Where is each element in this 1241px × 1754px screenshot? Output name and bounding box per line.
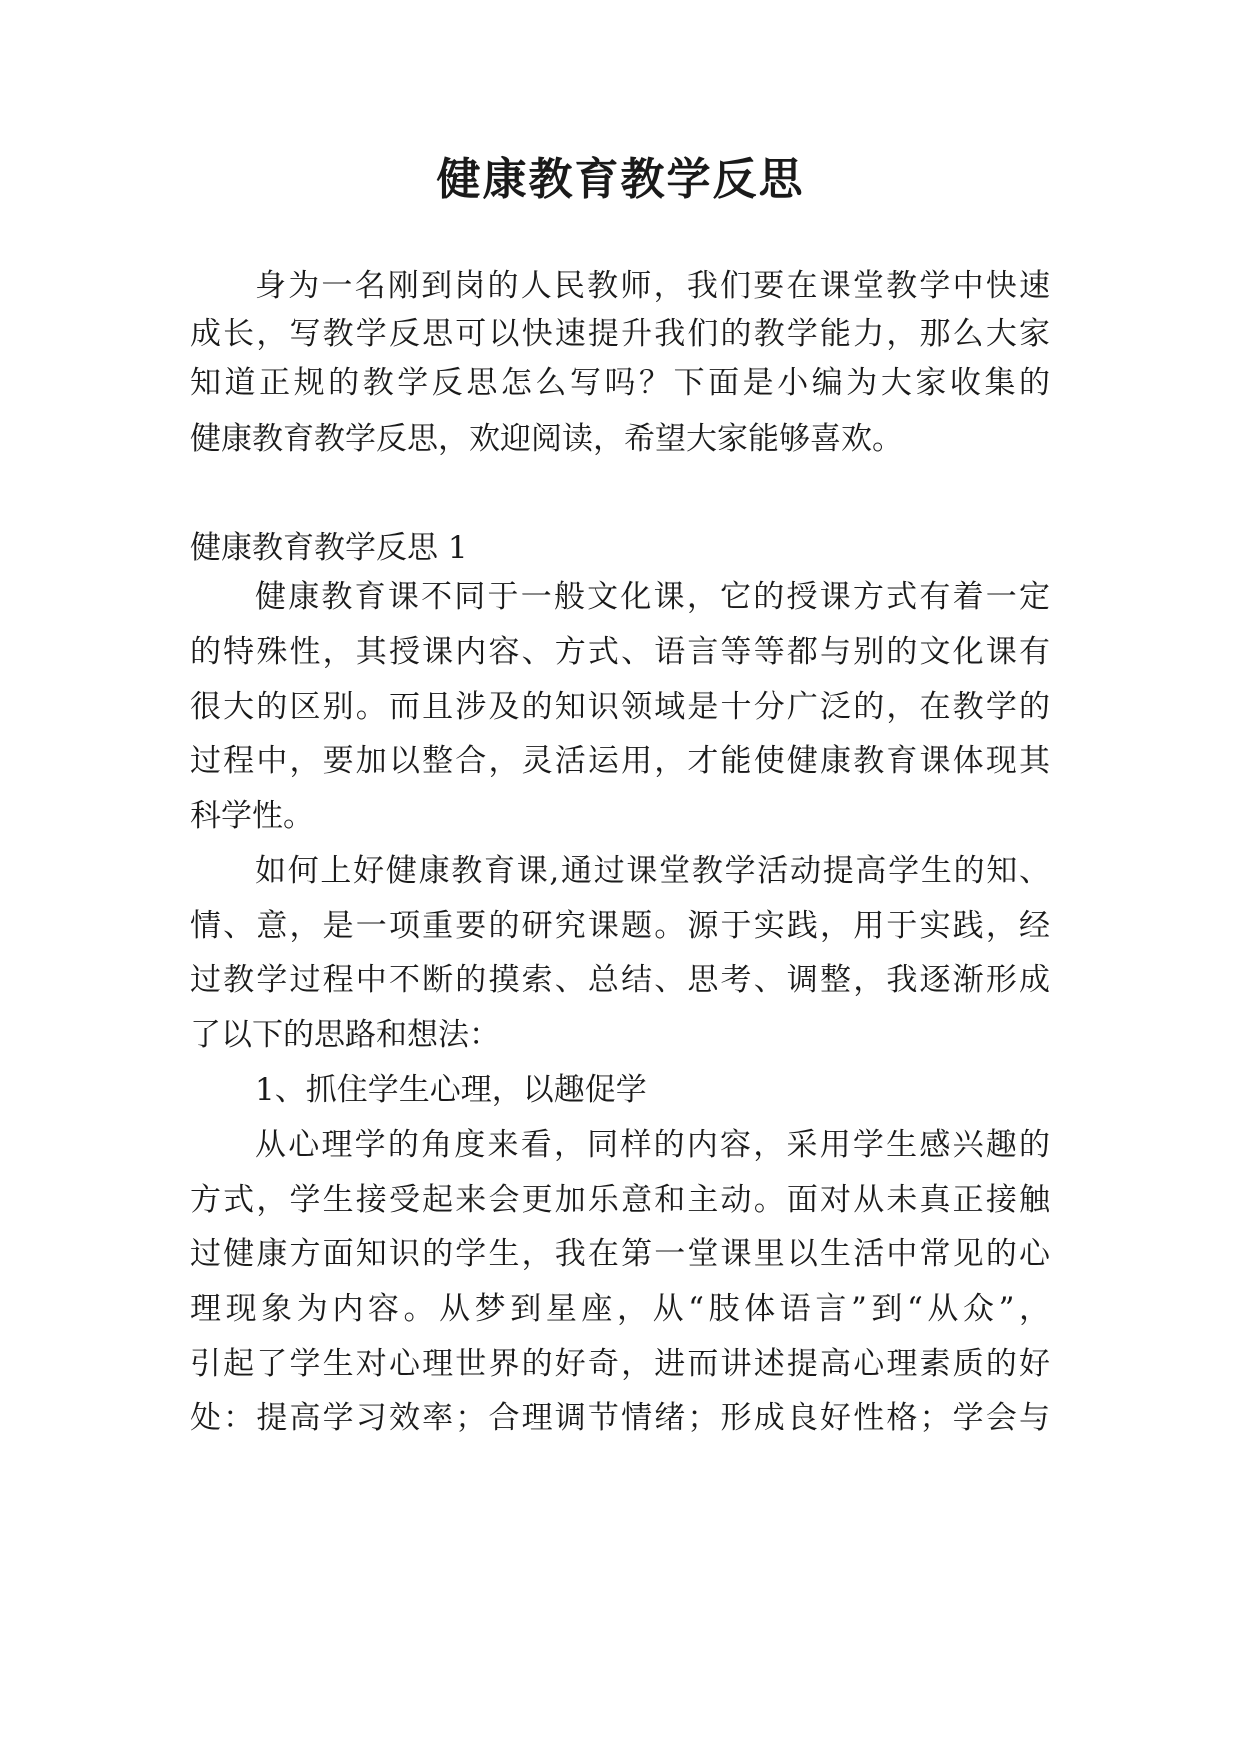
paragraph-line: 了以下的思路和想法：	[190, 1017, 500, 1053]
paragraph-line: 情、意，是一项重要的研究课题。源于实践，用于实践，经	[190, 908, 1050, 944]
intro-line: 身为一名刚到岗的人民教师，我们要在课堂教学中快速	[255, 268, 1050, 304]
paragraph-line: 过教学过程中不断的摸索、总结、思考、调整，我逐渐形成	[190, 962, 1050, 998]
intro-line: 健康教育教学反思，欢迎阅读，希望大家能够喜欢。	[190, 421, 903, 457]
paragraph-line: 引起了学生对心理世界的好奇，进而讲述提高心理素质的好	[190, 1346, 1050, 1382]
point-heading: 1、抓住学生心理，以趣促学	[255, 1072, 647, 1108]
paragraph-line: 健康教育课不同于一般文化课，它的授课方式有着一定	[255, 579, 1050, 615]
paragraph-line: 从心理学的角度来看，同样的内容，采用学生感兴趣的	[255, 1127, 1050, 1163]
intro-line: 知道正规的教学反思怎么写吗？下面是小编为大家收集的	[190, 365, 1050, 401]
intro-line: 成长，写教学反思可以快速提升我们的教学能力，那么大家	[190, 316, 1050, 352]
paragraph-line: 如何上好健康教育课,通过课堂教学活动提高学生的知、	[255, 853, 1050, 889]
paragraph-line: 理现象为内容。从梦到星座，从“肢体语言”到“从众”，	[190, 1291, 1050, 1327]
paragraph-line: 过健康方面知识的学生，我在第一堂课里以生活中常见的心	[190, 1236, 1050, 1272]
paragraph-line: 科学性。	[190, 798, 314, 834]
paragraph-line: 处：提高学习效率；合理调节情绪；形成良好性格；学会与	[190, 1400, 1050, 1436]
paragraph-line: 的特殊性，其授课内容、方式、语言等等都与别的文化课有	[190, 634, 1050, 670]
paragraph-line: 过程中，要加以整合，灵活运用，才能使健康教育课体现其	[190, 743, 1050, 779]
paragraph-line: 方式，学生接受起来会更加乐意和主动。面对从未真正接触	[190, 1182, 1050, 1218]
document-title: 健康教育教学反思	[436, 154, 805, 205]
paragraph-line: 很大的区别。而且涉及的知识领域是十分广泛的，在教学的	[190, 689, 1050, 725]
section-heading: 健康教育教学反思 1	[190, 530, 468, 566]
